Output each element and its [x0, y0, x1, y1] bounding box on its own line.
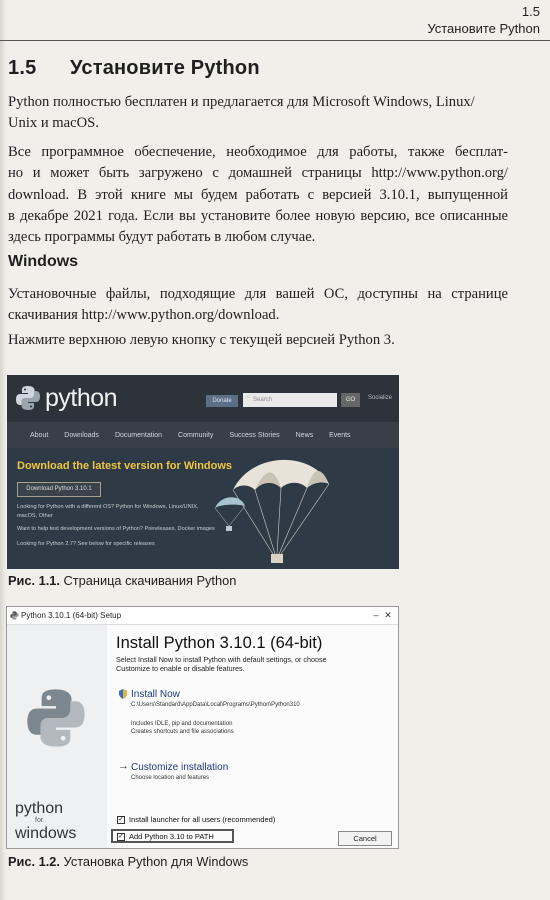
- nav-success-stories[interactable]: Success Stories: [229, 431, 280, 439]
- nav-downloads[interactable]: Downloads: [64, 431, 99, 439]
- hero-text-line: Looking for Python with a different OS? Python for Windows, Linux/UNIX,: [17, 504, 199, 510]
- nav-news[interactable]: News: [295, 431, 314, 439]
- figure-caption-1: [8, 573, 236, 588]
- hero-title: Download the latest version for Windows: [17, 460, 233, 472]
- side-windows-text: windows: [15, 825, 77, 842]
- text-line: Все программное обеспечение, необходимое для работы, также бесплат-: [8, 144, 508, 160]
- caption-text: Установка Python для Windows: [63, 854, 249, 869]
- customize-info-text: Choose location and features: [131, 775, 210, 781]
- close-icon[interactable]: ✕: [384, 610, 392, 620]
- installer-heading: Install Python 3.10.1 (64-bit): [116, 634, 323, 652]
- install-info-line: Creates shortcuts and file associations: [131, 729, 234, 735]
- search-input[interactable]: Search: [243, 393, 337, 407]
- arrow-right-icon: →: [118, 760, 129, 772]
- installer-side-panel: [7, 625, 107, 848]
- subheading-windows: Windows: [8, 253, 79, 270]
- parachutes-illustration: [211, 450, 351, 568]
- checkbox-checked-icon[interactable]: ✓: [118, 832, 124, 840]
- install-path-text: C:\Users\Standard\AppData\Local\Programs\Python\Python310: [131, 702, 300, 708]
- checkbox-checked-icon[interactable]: ✓: [118, 815, 124, 823]
- install-now-option[interactable]: Install Now: [131, 689, 180, 700]
- site-header: [7, 375, 399, 422]
- path-checkbox-label: Add Python 3.10 to PATH: [129, 832, 214, 841]
- search-icon: ⌕: [246, 394, 250, 401]
- path-option-highlight: [111, 829, 234, 843]
- text-line: здесь программы будут работать в любом случае.: [8, 229, 316, 246]
- minimize-icon[interactable]: –: [373, 610, 379, 620]
- nav-about[interactable]: About: [30, 431, 49, 439]
- paragraph-installers: [8, 284, 508, 327]
- nav-community[interactable]: Community: [178, 431, 214, 439]
- figure-python-download-page: [7, 375, 399, 569]
- running-header-title: Установите Python: [427, 21, 540, 36]
- window-title: Python 3.10.1 (64-bit) Setup: [21, 611, 122, 620]
- python-large-logo-icon: [25, 687, 87, 749]
- section-heading: [8, 57, 260, 80]
- python-snake-icon: [15, 385, 41, 411]
- download-python-button[interactable]: Download Python 3.10.1: [17, 482, 101, 497]
- customize-installation-option[interactable]: Customize installation: [131, 762, 229, 773]
- caption-label: Рис. 1.2.: [8, 854, 60, 869]
- text-line: download. В этой книге мы будем работать с версией 3.10.1, выпущенной: [8, 186, 508, 203]
- paragraph-intro: [8, 92, 508, 135]
- text-line: скачивания http://www.python.org/download.: [8, 307, 280, 324]
- paragraph-download: [8, 142, 508, 248]
- text-line: в декабре 2021 года. Если вы установите более новую версию, все описанные: [8, 207, 508, 224]
- hero-text-line[interactable]: macOS, Other: [17, 513, 53, 519]
- python-logo[interactable]: [15, 383, 117, 413]
- hero-text-line: Looking for Python 2.7? See below for specific releases: [17, 541, 155, 547]
- launcher-checkbox-row[interactable]: [117, 815, 275, 824]
- installer-subtitle-line: Customize to enable or disable features.: [116, 664, 245, 673]
- paragraph-instruction: Нажмите верхнюю левую кнопку с текущей версией Python 3.: [8, 332, 395, 348]
- nav-events[interactable]: Events: [329, 431, 351, 439]
- side-python-text: python: [15, 800, 64, 817]
- hero-text-line: Want to help test development versions of Python? Prereleases, Docker images: [17, 526, 215, 532]
- shield-icon: [118, 689, 128, 699]
- section-title: Установите Python: [70, 57, 260, 79]
- installer-subtitle-line: Select Install Now to install Python with default settings, or choose: [116, 655, 327, 664]
- side-for-text: for: [35, 817, 44, 824]
- go-button[interactable]: GO: [341, 393, 360, 407]
- caption-text: Страница скачивания Python: [63, 573, 237, 588]
- donate-button[interactable]: Donate: [206, 395, 238, 407]
- header-rule: [0, 40, 550, 41]
- figure-caption-2: [8, 854, 248, 869]
- install-info-line: Includes IDLE, pip and documentation: [131, 721, 233, 727]
- cancel-button[interactable]: Cancel: [338, 831, 392, 846]
- text-line: Python полностью бесплатен и предлагается для Microsoft Windows, Linux/: [8, 94, 475, 110]
- text-line: Unix и macOS.: [8, 115, 99, 132]
- python-wordmark: python: [45, 383, 118, 412]
- caption-label: Рис. 1.1.: [8, 573, 60, 588]
- nav-documentation[interactable]: Documentation: [114, 431, 163, 439]
- python-app-icon: [10, 611, 19, 620]
- window-controls: [370, 607, 394, 624]
- text-line: но и может быть загружено с домашней страницы http://www.python.org/: [8, 165, 508, 182]
- text-line: Установочные файлы, подходящие для вашей ОС, доступны на странице: [8, 286, 508, 302]
- section-number: 1.5: [8, 57, 37, 79]
- installer-title-bar: [7, 607, 398, 625]
- site-nav: [7, 422, 399, 448]
- socialize-link[interactable]: Socialize: [368, 395, 393, 401]
- launcher-checkbox-label: Install launcher for all users (recommended): [129, 815, 276, 824]
- figure-python-installer: [6, 606, 399, 849]
- running-header-number: 1.5: [521, 4, 540, 19]
